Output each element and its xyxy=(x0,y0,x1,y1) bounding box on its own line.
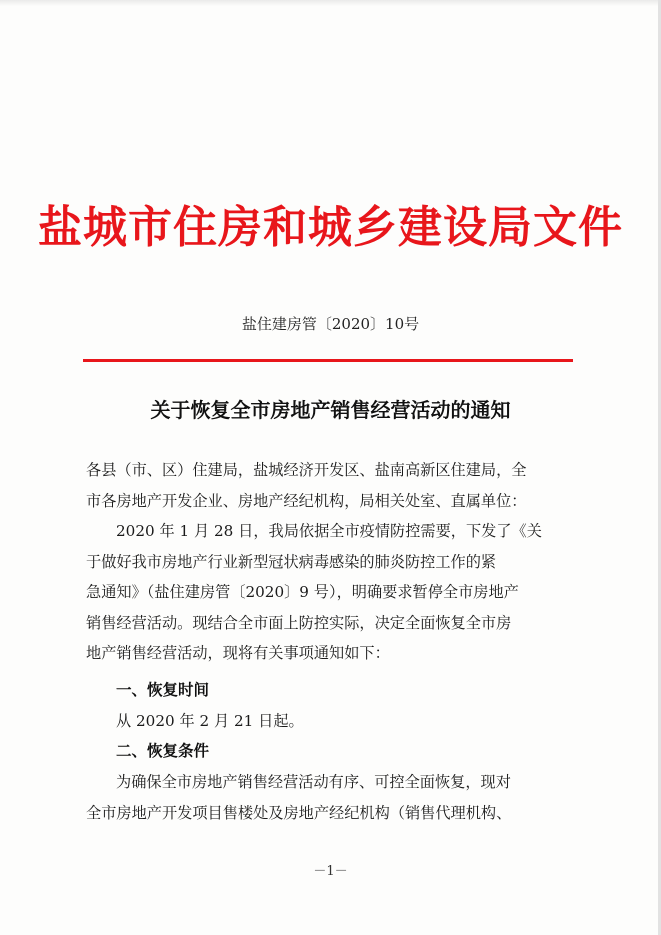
section2-body xyxy=(86,767,578,828)
section1-heading: 一、恢复时间 xyxy=(116,681,210,699)
addressee-line: 市各房地产开发企业、房地产经纪机构，局相关处室、直属单位： xyxy=(86,491,527,510)
page-edge-shadow xyxy=(0,0,658,6)
intro-line: 2020 年 1 月 28 日，我局依据全市疫情防控需要，下发了《关 xyxy=(116,522,542,540)
red-separator-line xyxy=(83,359,573,362)
intro-line: 地产销售经营活动，现将有关事项通知如下： xyxy=(86,644,390,662)
intro-line: 急通知》（盐住建房管〔2020〕9 号），明确要求暂停全市房地产 xyxy=(86,583,519,601)
intro-line: 于做好我市房地产行业新型冠状病毒感染的肺炎防控工作的紧 xyxy=(86,552,497,571)
section1-text: 从 2020 年 2 月 21 日起。 xyxy=(116,712,304,730)
addressee-block xyxy=(86,455,578,516)
issuer-masthead: 盐城市住房和城乡建设局文件 xyxy=(38,202,623,253)
section2-line: 为确保全市房地产销售经营活动有序、可控全面恢复，现对 xyxy=(116,773,511,791)
page-number: －1－ xyxy=(313,864,348,879)
section2-line: 全市房地产开发项目售楼处及房地产经纪机构（销售代理机构、 xyxy=(86,803,512,822)
intro-line: 销售经营活动。现结合全市面上防控实际，决定全面恢复全市房 xyxy=(86,613,512,632)
document-title: 关于恢复全市房地产销售经营活动的通知 xyxy=(150,398,511,422)
intro-paragraph xyxy=(86,516,578,669)
addressee-line: 各县（市、区）住建局，盐城经济开发区、盐南高新区住建局，全 xyxy=(86,461,527,479)
section2-heading: 二、恢复条件 xyxy=(116,742,210,760)
document-number: 盐住建房管〔2020〕10号 xyxy=(241,315,420,333)
section1-body xyxy=(86,706,578,737)
